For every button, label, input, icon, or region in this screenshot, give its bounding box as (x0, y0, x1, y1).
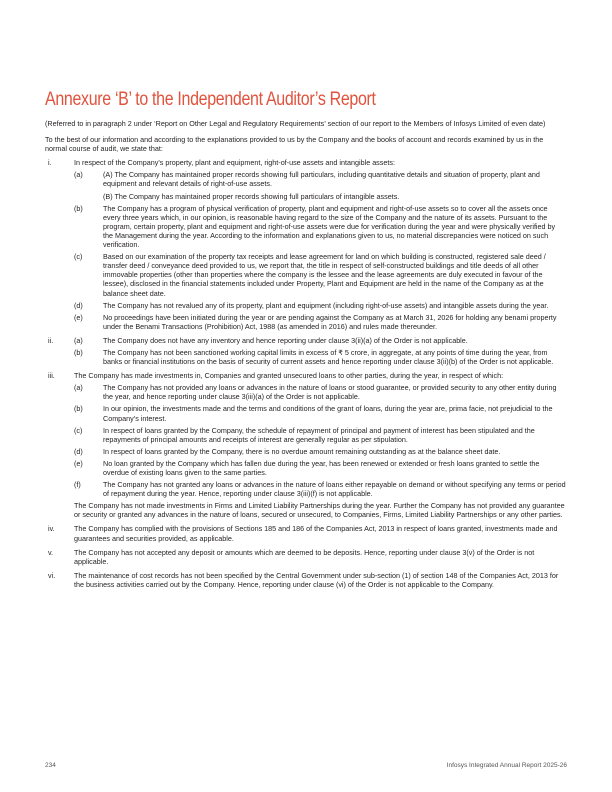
sub-clause-text: The Company has not provided any loans or advances in the nature of loans or stood guarantee, or provided security to any other entity during the year, and hence reporting under clause 3(iii)(a) of the Order is not applicable. (103, 383, 557, 402)
clause-text: The Company has not accepted any deposit or amounts which are deemed to be deposits. Hence, reporting under clause 3(v) of the Order is not applicable. (74, 547, 535, 566)
clause-number: iv. (48, 524, 55, 534)
sub-clause-text: In respect of loans granted by the Company, there is no overdue amount remaining outstanding as at the balance sheet date. (103, 446, 501, 456)
sub-clause-label: (b) (74, 347, 83, 357)
clause-item (45, 371, 567, 519)
clause-text: The Company has complied with the provisions of Sections 185 and 186 of the Companies Act, 2013 in respect of loans granted, investments made and guarantees and securities provided, as applicable. (74, 524, 558, 543)
sub-clause-text: The Company has not revalued any of its property, plant and equipment (including right-of-use assets) and intangible assets during the year. (103, 300, 549, 310)
page-title: Annexure ‘B’ to the Independent Auditor’s Report (45, 88, 376, 110)
clause-number: v. (48, 547, 54, 557)
report-body (45, 119, 567, 594)
intro-paragraph: To the best of our information and according to the explanations provided to us by the Company and the books of account and records examined by us in the normal course of audit, we state that: (45, 135, 544, 154)
sub-clause-text: No proceedings have been initiated during the year or are pending against the Company as at March 31, 2026 for holding any benami property under the Benami Transactions (Prohibition) Act, 1988 (as amended in 2016) and rules made thereunder. (103, 312, 557, 331)
sub-clause-text: Based on our examination of the property tax receipts and lease agreement for land on which building is constructed, registered sale deed / transfer deed / conveyance deed provided to us, we report that, the title in respect of self-constructed buildings and title deeds of all other immovable properties (other than properties where the company is the lessee and the lease agreements are duly executed in favour of the lessee), disclosed in the financial statements included under Property, Plant and Equipment are held in the name of the Company as at the balance sheet date. (103, 252, 546, 298)
clause-text: The Company has made investments in, Companies and granted unsecured loans to other parties, during the year, in respect of which: (74, 371, 504, 381)
sub-clause-label: (d) (74, 446, 83, 456)
sub-clause-label: (f) (74, 480, 81, 490)
sub-clause-text: The Company has not been sanctioned working capital limits in excess of ₹ 5 crore, in aggregate, at any points of time during the year, from banks or financial institutions on the basis of security of current assets and hence reporting under clause 3(ii)(b) of the Order is not applicable. (103, 347, 554, 367)
sub-clause (74, 170, 567, 200)
sub-clause-label: (a) (74, 383, 83, 393)
clause-number: vi. (48, 570, 56, 580)
clause-text: The maintenance of cost records has not been specified by the Central Government under sub-section (1) of section 148 of the Companies Act, 2013 for the business activities carried out by the Company. Hence, reporting under clause (vi) of the Order is not applicable to the Company. (74, 570, 559, 589)
sub-clause-text: The Company has not granted any loans or advances in the nature of loans either repayable on demand or without specifying any terms or period of repayment during the year. Hence, reporting under clause 3(iii)(f) is not applicable. (103, 480, 566, 499)
clause-number: iii. (48, 371, 55, 381)
sub-clause (74, 301, 567, 310)
sub-clause (74, 336, 567, 345)
sub-clause-label: (b) (74, 404, 83, 414)
sub-clause-label: (c) (74, 425, 83, 435)
sub-clause (74, 404, 567, 422)
sub-clause-label: (a) (74, 170, 83, 180)
clause-note: The Company has not made investments in Firms and Limited Liability Partnerships during the year. Further the Company has not provided any guarantee or security or granted any advances in the nature of loans, secured or unsecured, to Companies, Firms, Limited Liability Partnerships or any other parties. (74, 501, 565, 520)
clause-item (45, 336, 567, 366)
sub-clause-text: In respect of loans granted by the Company, the schedule of repayment of principal and payment of interest has been stipulated and the repayments of principal amounts and receipts of interest are generally regular as per stipulation. (103, 425, 535, 444)
sub-clause-label: (a) (74, 335, 83, 345)
page-number: 234 (45, 762, 56, 769)
sub-clause (74, 383, 567, 401)
sub-clause-label: (b) (74, 203, 83, 213)
footer-publication-title: Infosys Integrated Annual Report 2025-26 (446, 762, 567, 769)
clause-item (45, 524, 567, 542)
clause-text: In respect of the Company’s property, plant and equipment, right-of-use assets and intangible assets: (74, 158, 395, 168)
sub-clause-text: No loan granted by the Company which has fallen due during the year, has been renewed or extended or fresh loans granted to settle the overdue of existing loans given to the same parties. (103, 458, 540, 477)
sub-clause (74, 426, 567, 444)
sub-clause-label: (e) (74, 458, 83, 468)
clause-number: ii. (48, 335, 54, 345)
sub-clause (74, 459, 567, 477)
sub-clause-text: The Company has a program of physical verification of property, plant and equipment and right-of-use assets so to cover all the assets once every three years which, in our opinion, is reasonable having regard to the size of the Company and the nature of its assets. Pursuant to the program, certain property, plant and equipment and right-of-use assets were due for verification during the year and were physically verified by the Management during the year. According to the information and explanations given to us, no material discrepancies were noticed on such verification. (103, 203, 556, 250)
sub-clause (74, 313, 567, 331)
sub-clause (74, 252, 567, 297)
sub-clause (74, 447, 567, 456)
sub-clause-extra: (B) The Company has maintained proper records showing full particulars of intangible assets. (103, 191, 400, 201)
sub-clause-label: (c) (74, 252, 83, 262)
sub-clause-label: (e) (74, 312, 83, 322)
clause-number: i. (48, 158, 52, 168)
sub-clause-text: (A) The Company has maintained proper records showing full particulars, including quantitative details and situation of property, plant and equipment and relevant details of right-of-use assets. (103, 170, 540, 189)
clause-item (45, 548, 567, 566)
reference-note: (Referred to in paragraph 2 under ‘Report on Other Legal and Regulatory Requirements’ section of our report to the Members of Infosys Limited of even date) (45, 119, 546, 128)
clause-list (45, 158, 567, 589)
sub-clause-text: The Company does not have any inventory and hence reporting under clause 3(ii)(a) of the Order is not applicable. (103, 335, 468, 345)
sub-clause-text: In our opinion, the investments made and the terms and conditions of the grant of loans, during the year are, prima facie, not prejudicial to the Company’s interest. (103, 404, 553, 423)
sub-clause (74, 348, 567, 366)
clause-item (45, 158, 567, 331)
sub-clause (74, 204, 567, 249)
clause-item (45, 571, 567, 589)
sub-clause-label: (d) (74, 300, 83, 310)
sub-clause (74, 480, 567, 498)
